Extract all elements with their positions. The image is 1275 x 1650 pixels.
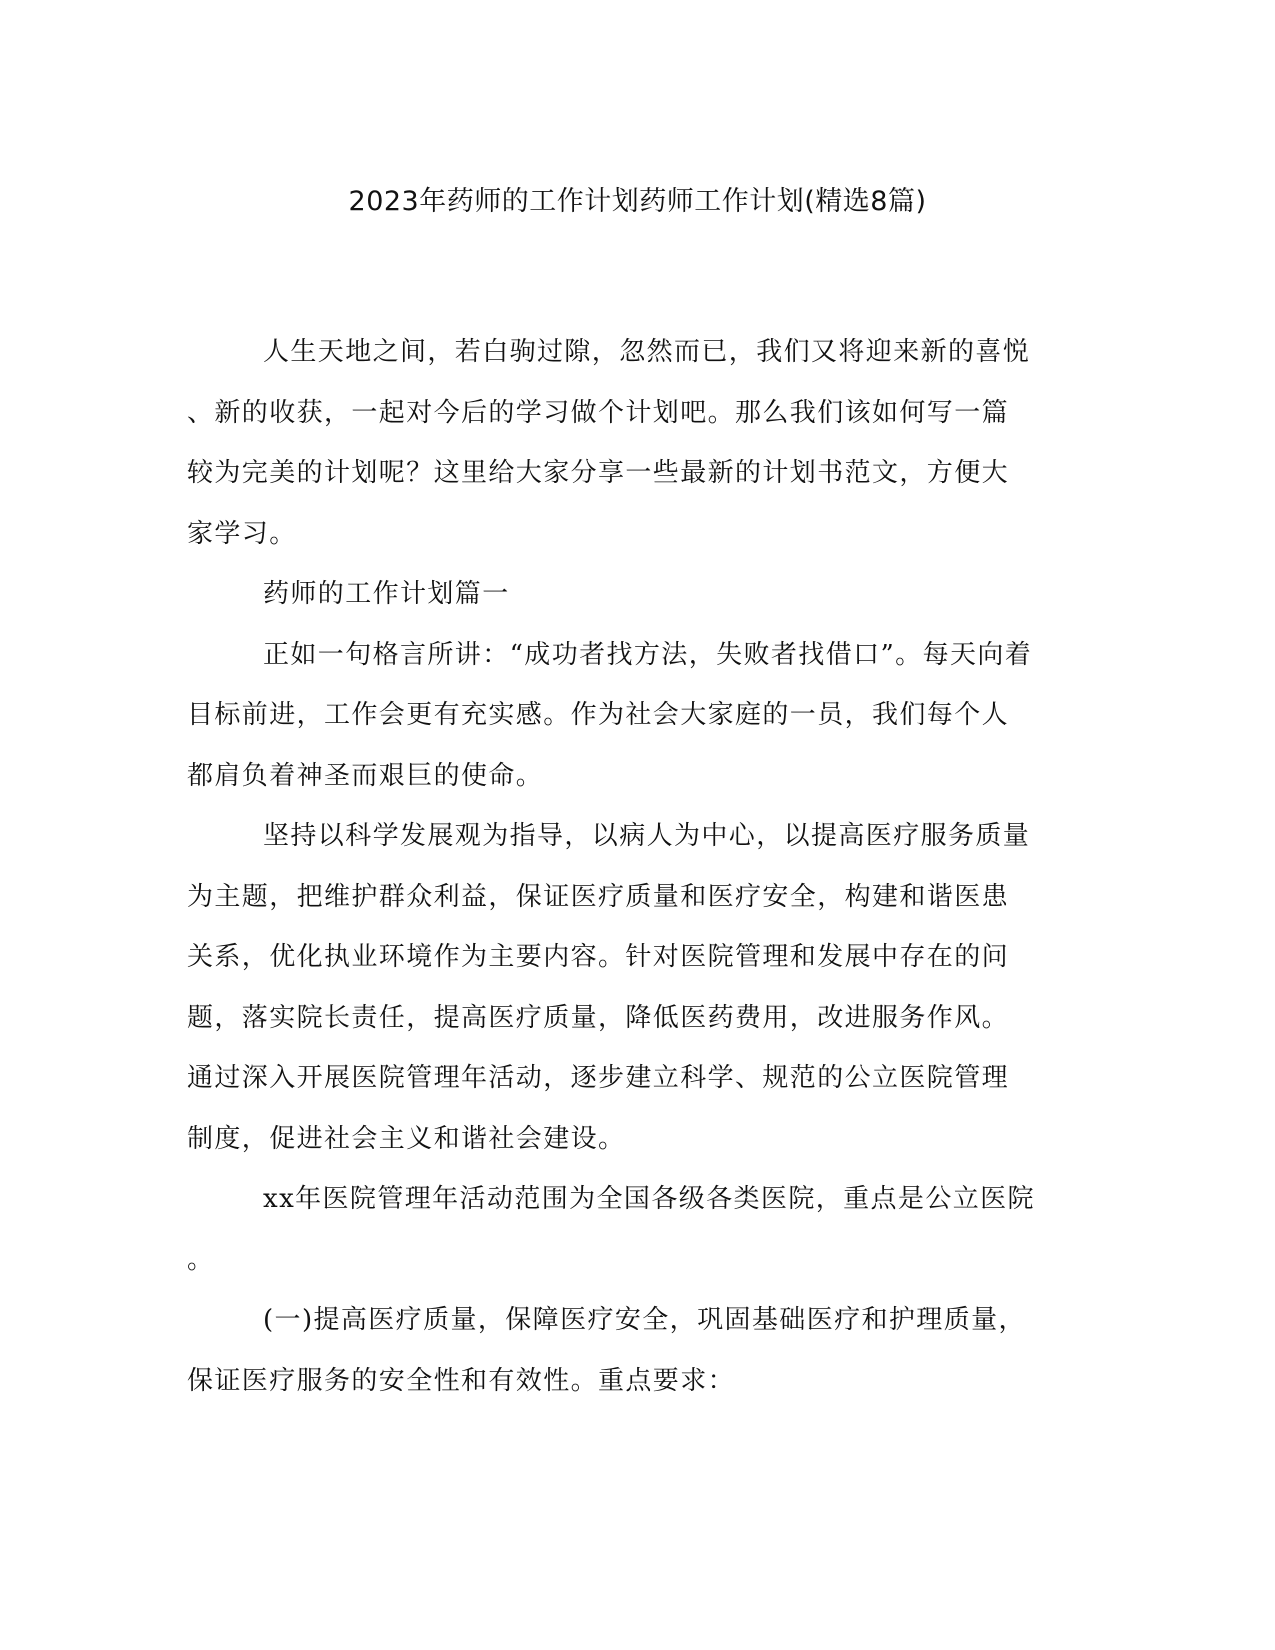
text-line: 正如一句格言所讲：“成功者找方法，失败者找借口”。每天向着 — [263, 639, 1033, 670]
page-title: 2023年药师的工作计划药师工作计划(精选8篇) — [348, 186, 927, 217]
text-line: 制度，促进社会主义和谐社会建设。 — [187, 1123, 626, 1154]
text-line: 。 — [187, 1244, 215, 1275]
text-line: 人生天地之间，若白驹过隙，忽然而已，我们又将迎来新的喜悦 — [263, 337, 1031, 367]
text-line: 为主题，把维护群众利益，保证医疗质量和医疗安全，构建和谐医患 — [187, 881, 1010, 912]
text-line: 家学习。 — [187, 518, 297, 549]
text-line: 、新的收获，一起对今后的学习做个计划吧。那么我们该如何写一篇 — [187, 397, 1010, 428]
text-line: xx年医院管理年活动范围为全国各级各类医院，重点是公立医院 — [263, 1184, 1035, 1214]
text-line: 关系，优化执业环境作为主要内容。针对医院管理和发展中存在的问 — [187, 942, 1010, 972]
text-line: 都肩负着神圣而艰巨的使命。 — [187, 760, 544, 791]
text-line: 保证医疗服务的安全性和有效性。重点要求： — [187, 1365, 736, 1396]
section-heading: 药师的工作计划篇一 — [263, 579, 510, 609]
text-line: 目标前进，工作会更有充实感。作为社会大家庭的一员，我们每个人 — [187, 700, 1010, 730]
text-line: 坚持以科学发展观为指导，以病人为中心，以提高医疗服务质量 — [263, 821, 1031, 851]
text-line: (一)提高医疗质量，保障医疗安全，巩固基础医疗和护理质量， — [263, 1305, 1026, 1335]
text-line: 较为完美的计划呢？这里给大家分享一些最新的计划书范文，方便大 — [187, 458, 1010, 488]
document-body — [187, 322, 1087, 1411]
text-line: 通过深入开展医院管理年活动，逐步建立科学、规范的公立医院管理 — [187, 1063, 1010, 1093]
text-line: 题，落实院长责任，提高医疗质量，降低医药费用，改进服务作风。 — [187, 1002, 1010, 1033]
